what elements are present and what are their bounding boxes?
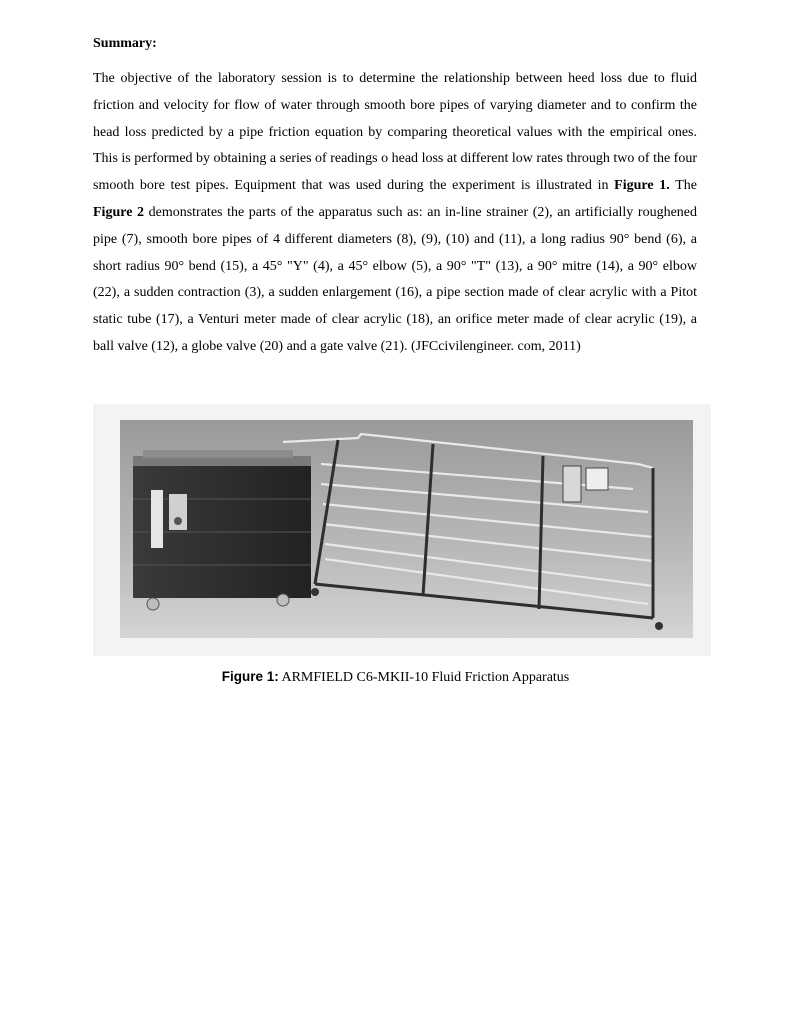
figure-caption-text: ARMFIELD C6-MKII-10 Fluid Friction Apparatus — [278, 670, 570, 685]
section-heading: Summary: — [93, 36, 157, 51]
summary-paragraph — [93, 66, 697, 361]
paragraph-text-1: The objective of the laboratory session is to determine the relationship between heed loss due to fluid friction and velocity for flow of water through smooth bore pipes of varying diameter and to confirm the head loss predicted by a pipe friction equation by comparing theoretical values with the empirical ones. This is performed by obtaining a series of readings o head loss at different low rates through two of the four smooth bore test pipes. Equipment that was used during the experiment is illustrated in — [93, 71, 697, 194]
figure-caption — [0, 669, 791, 686]
figure-1-reference: Figure 1. — [614, 178, 670, 194]
paragraph-text-2: The — [669, 178, 697, 194]
paragraph-text-3: demonstrates the parts of the apparatus such as: an in-line strainer (2), an artificially roughened pipe (7), smooth bore pipes of 4 different diameters (8), (9), (10) and (11), a long radius 90° bend (6), a short radius 90° bend (15), a 45° "Y" (4), a 45° elbow (5), a 90° "T" (13), a 90° mitre (14), a 90° elbow (22), a sudden contraction (3), a sudden enlargement (16), a pipe section made of clear acrylic with a Pitot static tube (17), a Venturi meter made of clear acrylic (18), an orifice meter made of clear acrylic (19), a ball valve (12), a globe valve (20) and a gate valve (21). (JFCcivilengineer. com, 2011) — [93, 204, 698, 354]
figure-2-reference: Figure 2 — [93, 204, 145, 220]
figure-label: Figure 1: — [221, 669, 279, 684]
apparatus-photo — [93, 404, 711, 656]
